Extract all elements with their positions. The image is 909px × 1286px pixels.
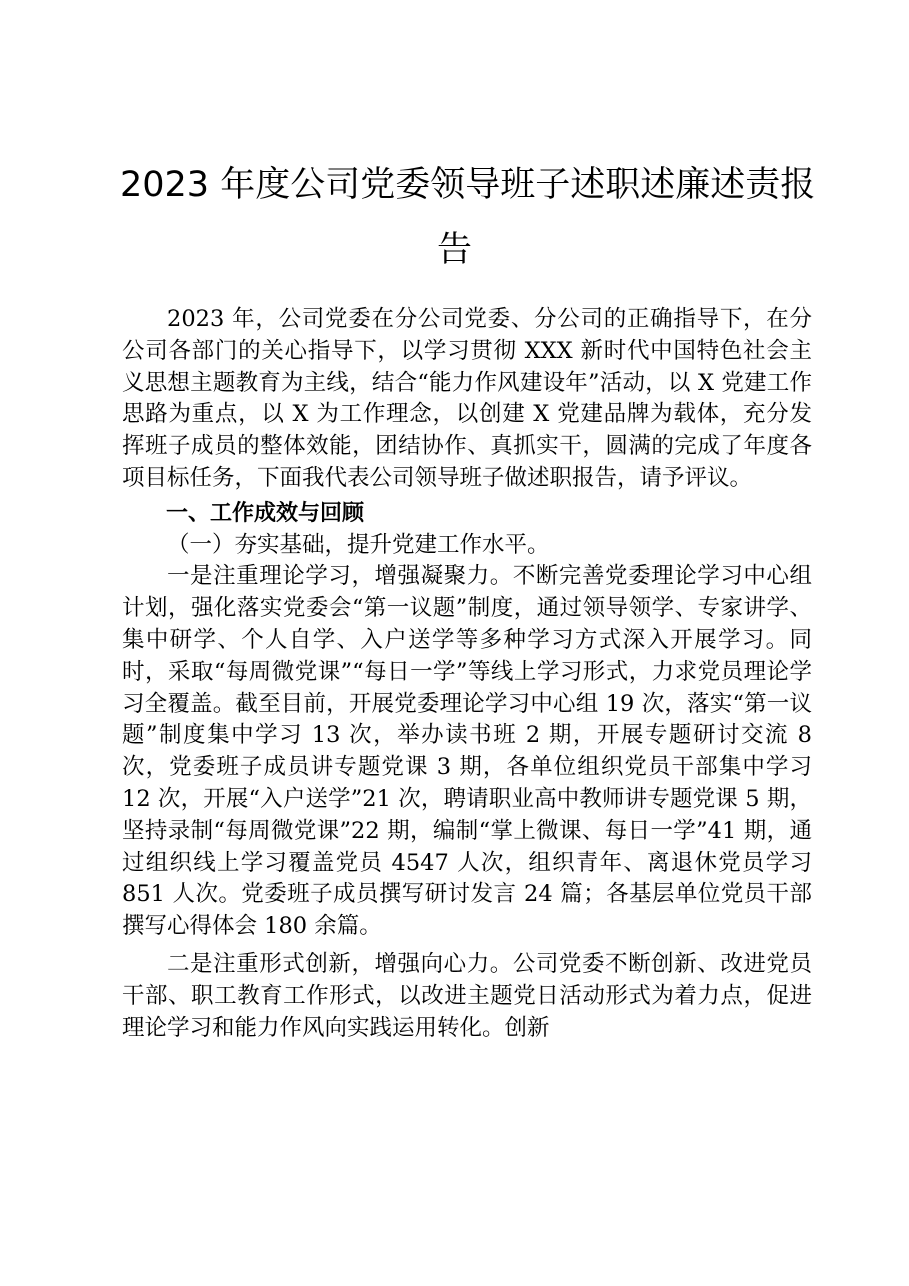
document-body [122, 304, 812, 1044]
intro-paragraph: 2023 年，公司党委在分公司党委、分公司的正确指导下，在分公司各部门的关心指导下，以学习贯彻 XXX 新时代中国特色社会主义思想主题教育为主线，结合“能力作风建设年”活动，以 X 党建工作思路为重点，以 X 为工作理念，以创建 X 党建品牌为载体，充分发挥班子成员的整体效能，团结协作、真抓实干，圆满的完成了年度各项目标任务，下面我代表公司领导班子做述职报告，请予评议。 [122, 306, 812, 491]
section-heading: 一、工作成效与回顾 [166, 500, 365, 526]
body-paragraph-theory-study: 一是注重理论学习，增强凝聚力。不断完善党委理论学习中心组计划，强化落实党委会“第一议题”制度，通过领导领学、专家讲学、集中研学、个人自学、入户送学等多种学习方式深入开展学习。同时，采取“每周微党课”“每日一学”等线上学习形式，力求党员理论学习全覆盖。截至目前，开展党委理论学习中心组 19 次，落实“第一议题”制度集中学习 13 次，举办读书班 2 期，开展专题研讨交流 8 次，党委班子成员讲专题党课 3 期，各单位组织党员干部集中学习 12 次，开展“入户送学”21 次，聘请职业高中教师讲专题党课 5 期，坚持录制“每周微党课”22 期，编制“掌上微课、每日一学”41 期，通过组织线上学习覆盖党员 4547 人次，组织青年、离退休党员学习 851 人次。党委班子成员撰写研讨发言 24 篇；各基层单位党员干部撰写心得体会 180 余篇。 [122, 563, 812, 940]
subsection-heading: （一）夯实基础，提升党建工作水平。 [167, 531, 550, 558]
document-title-line-2: 告 [436, 230, 472, 270]
body-paragraph-form-innovation: 二是注重形式创新，增强向心力。公司党委不断创新、改进党员干部、职工教育工作形式，以改进主题党日活动形式为着力点，促进理论学习和能力作风向实践运用转化。创新 [122, 950, 812, 1041]
document-title-line-1: 2023 年度公司党委领导班子述职述廉述责报 [120, 165, 816, 205]
